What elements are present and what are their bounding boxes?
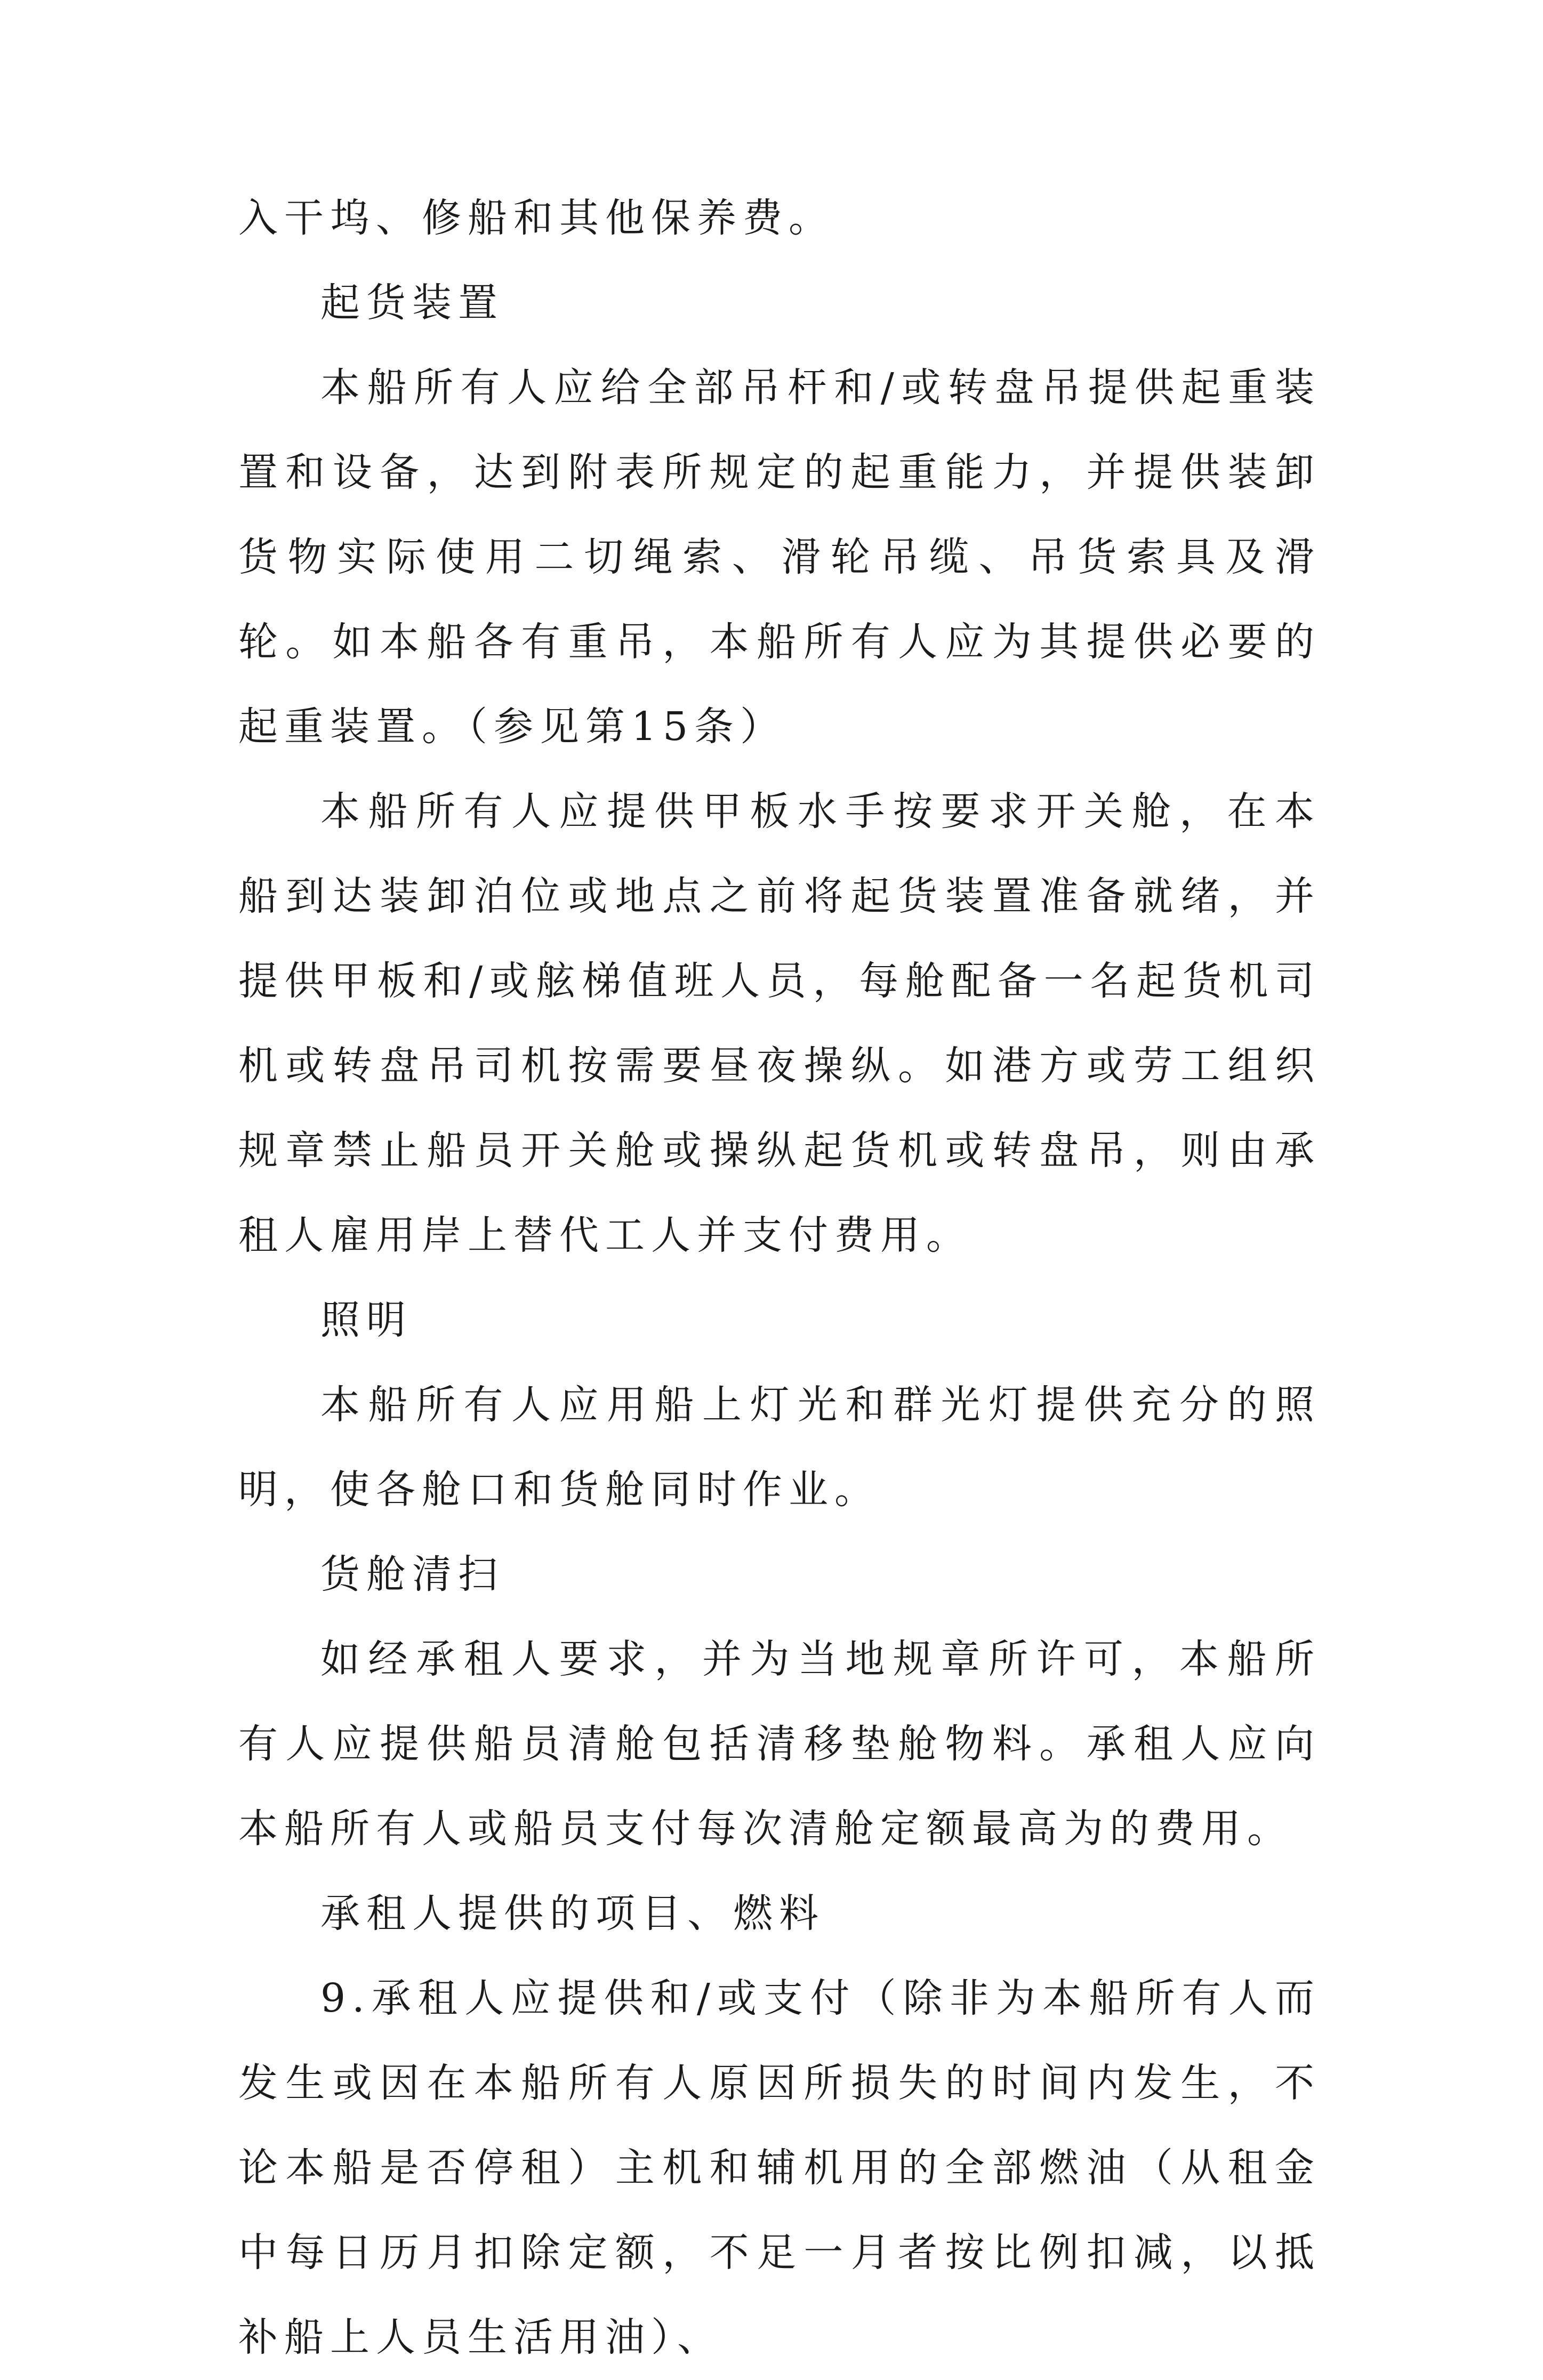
section-heading-charterer-provisions: 承租人提供的项目、燃料 (320, 1891, 825, 1936)
paragraph-lighting: 本船所有人应用船上灯光和群光灯提供充分的照明，使各舱口和货舱同时作业。 (238, 1382, 1321, 1513)
document-body (238, 176, 1321, 2380)
paragraph-continuation: 入干坞、修船和其他保养费。 (238, 195, 834, 241)
paragraph-hold-cleaning: 如经承租人要求，并为当地规章所许可，本船所有人应提供船员清舱包括清移垫舱物料。承租人应向本船所有人或船员支付每次清舱定额最高为的费用。 (238, 1636, 1321, 1852)
section-heading-lighting: 照明 (320, 1297, 412, 1343)
section-heading-cargo-gear: 起货装置 (320, 280, 504, 326)
paragraph-cargo-gear-crew: 本船所有人应提供甲板水手按要求开关舱，在本船到达装卸泊位或地点之前将起货装置准备就绪，并提供甲板和/或舷梯值班人员，每舱配备一名起货机司机或转盘吊司机按需要昼夜操纵。如港方或劳工组织规章禁止船员开关舱或操纵起货机或转盘吊，则由承租人雇用岸上替代工人并支付费用。 (238, 789, 1321, 1258)
section-heading-hold-cleaning: 货舱清扫 (320, 1551, 504, 1597)
paragraph-cargo-gear-equipment: 本船所有人应给全部吊杆和/或转盘吊提供起重装置和设备，达到附表所规定的起重能力，并提供装卸货物实际使用二切绳索、滑轮吊缆、吊货索具及滑轮。如本船各有重吊，本船所有人应为其提供必要的起重装置。（参见第15条） (238, 365, 1321, 750)
paragraph-clause-9: 9.承租人应提供和/或支付（除非为本船所有人而发生或因在本船所有人原因所损失的时间内发生，不论本船是否停租）主机和辅机用的全部燃油（从租金中每日历月扣除定额，不足一月者按比例扣减，以抵补船上人员生活用油）、 (238, 1975, 1321, 2360)
